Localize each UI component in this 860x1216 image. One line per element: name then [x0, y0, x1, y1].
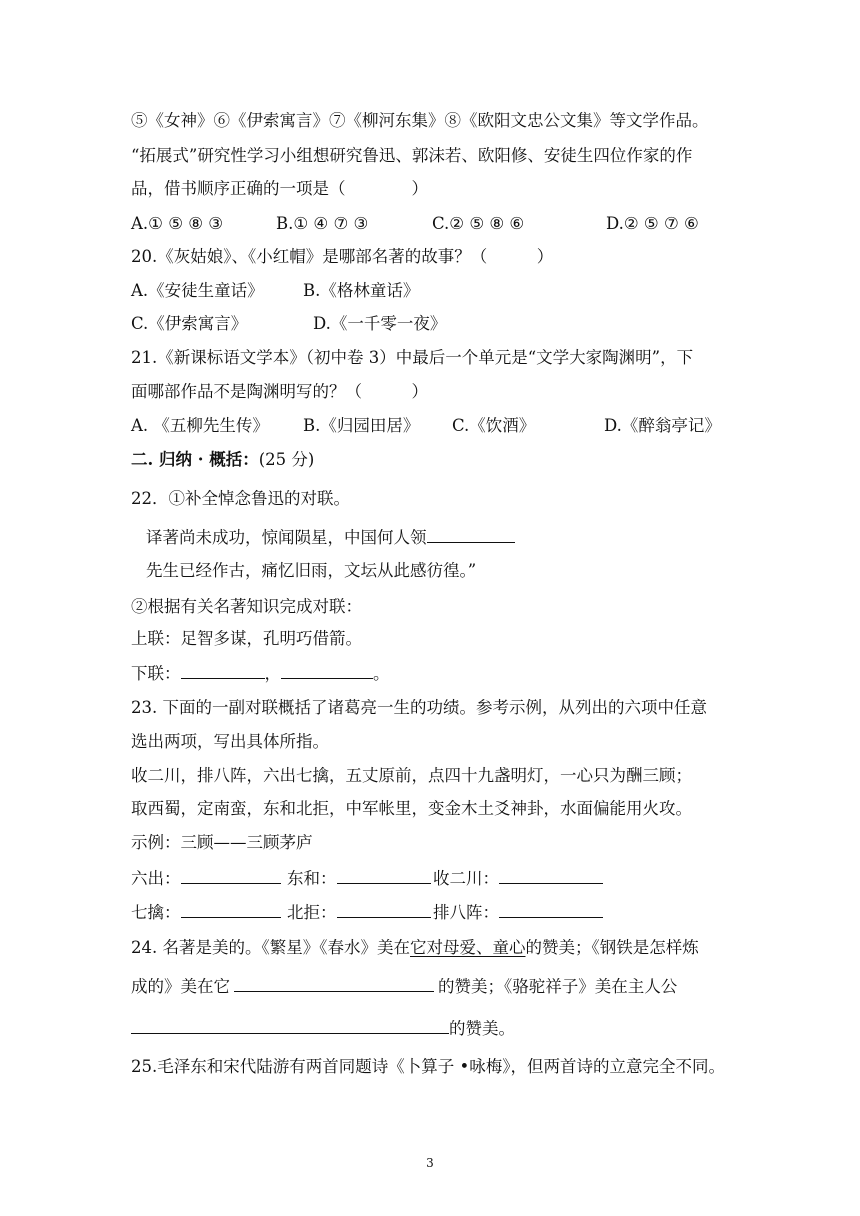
section-2-score: (25 分)	[258, 450, 315, 469]
q23-field-shouerchuan	[433, 867, 603, 890]
q19-line-stem: “拓展式”研究性学习小组想研究鲁迅、郭沫若、欧阳修、安徒生四位作家的作	[131, 146, 693, 165]
q23-field-qiqin	[131, 901, 281, 924]
q24-text-3: 的赞美。	[449, 1019, 515, 1038]
q24-text-1a: 24. 名著是美的。《繁星》《春水》美在	[131, 938, 410, 957]
q23-field-pabazhen	[433, 901, 603, 924]
q23-label-qiqin: 七擒：	[131, 903, 181, 922]
q23-stem-line2: 选出两项，写出具体所指。	[131, 732, 329, 751]
q21-option-b: B.《归园田居》	[303, 416, 420, 435]
q22-lower-blank-2[interactable]	[281, 662, 373, 679]
q23-blank-pabazhen[interactable]	[499, 901, 603, 918]
q24-line3	[131, 1017, 515, 1040]
q24-line1	[131, 937, 699, 959]
q22-lower-couplet	[131, 662, 390, 685]
q23-couplet-line1: 收二川，排八阵，六出七擒，五丈原前，点四十九盏明灯，一心只为酬三顾；	[131, 766, 692, 785]
q22-couplet-blank[interactable]	[427, 526, 515, 543]
q23-field-donghe	[287, 867, 431, 890]
q24-text-2b: 的赞美；《骆驼祥子》美在主人公	[438, 977, 678, 996]
q19-line-books: ⑤《女神》⑥《伊索寓言》⑦《柳河东集》⑧《欧阳文忠公文集》等文学作品。	[131, 111, 709, 130]
q22-couplet-text1: 译著尚未成功，惊闻陨星，中国何人领	[146, 528, 427, 547]
q19-option-c: C.② ⑤ ⑧ ⑥	[432, 214, 525, 233]
q20-option-d: D.《一千零一夜》	[313, 314, 447, 333]
q23-label-pabazhen: 排八阵：	[433, 903, 499, 922]
q22-lower-period: 。	[373, 664, 390, 683]
q23-label-donghe: 东和：	[287, 869, 337, 888]
q21-stem-line2: 面哪部作品不是陶渊明写的？（ ）	[131, 382, 428, 401]
q24-underlined-text: 它对母爱、童心	[410, 938, 526, 957]
q23-label-liuchu: 六出：	[131, 869, 181, 888]
q20-stem: 20.《灰姑娘》、《小红帽》是哪部名著的故事？（ ）	[131, 247, 554, 266]
q21-option-c: C.《饮酒》	[452, 416, 536, 435]
q23-blank-beiju[interactable]	[337, 901, 431, 918]
q22-lower-comma: ，	[264, 664, 281, 683]
q23-field-liuchu	[131, 867, 281, 890]
q20-option-b: B.《格林童话》	[303, 281, 420, 300]
q23-example: 示例：三顾——三顾茅庐	[131, 833, 313, 852]
q24-text-1b: 的赞美；《钢铁是怎样炼	[525, 938, 699, 957]
q19-option-a: A.① ⑤ ⑧ ③	[131, 214, 224, 233]
q23-blank-donghe[interactable]	[337, 867, 431, 884]
q24-blank-1[interactable]	[234, 975, 434, 992]
q22-lower-label: 下联：	[131, 664, 181, 683]
q23-field-beiju	[287, 901, 431, 924]
q19-option-b: B.① ④ ⑦ ③	[276, 214, 369, 233]
section-2-title: 二. 归纳 · 概括：	[131, 450, 259, 469]
q23-couplet-line2: 取西蜀，定南蛮，东和北拒，中军帐里，变金木土爻神卦，水面偏能用火攻。	[131, 799, 692, 818]
q19-option-d: D.② ⑤ ⑦ ⑥	[606, 214, 699, 233]
q21-stem-line1: 21.《新课标语文学本》（初中卷 3）中最后一个单元是“文学大家陶渊明”，下	[131, 348, 694, 367]
q21-option-d: D.《醉翁亭记》	[604, 416, 721, 435]
q24-blank-2[interactable]	[131, 1017, 449, 1034]
q24-line2	[131, 975, 677, 998]
page-number: 3	[426, 1156, 434, 1170]
q24-text-2a: 成的》美在它	[131, 977, 230, 996]
q23-blank-liuchu[interactable]	[181, 867, 281, 884]
q22-couplet-line1	[146, 526, 515, 549]
q22-couplet-line2: 先生已经作古，痛忆旧雨，文坛从此感彷徨。”	[146, 561, 477, 580]
q22-lower-blank-1[interactable]	[181, 662, 265, 679]
q23-label-beiju: 北拒：	[287, 903, 337, 922]
q25-line1: 25.毛泽东和宋代陆游有两首同题诗《卜算子 •咏梅》，但两首诗的立意完全不同。	[131, 1057, 725, 1076]
q19-line-question: 品，借书顺序正确的一项是（ ）	[131, 179, 428, 198]
q23-blank-qiqin[interactable]	[181, 901, 281, 918]
q23-label-shouerchuan: 收二川：	[433, 869, 499, 888]
section-2-heading	[131, 449, 314, 471]
q20-option-a: A.《安徒生童话》	[131, 281, 264, 300]
q20-option-c: C.《伊索寓言》	[131, 314, 248, 333]
q22-line1: 22．①补全悼念鲁迅的对联。	[131, 489, 350, 508]
q21-option-a: A. 《五柳先生传》	[131, 416, 269, 435]
q23-stem-line1: 23. 下面的一副对联概括了诸葛亮一生的功绩。参考示例，从列出的六项中任意	[131, 698, 707, 717]
q22-upper-couplet: 上联：足智多谋，孔明巧借箭。	[131, 629, 362, 648]
q22-line2: ②根据有关名著知识完成对联：	[131, 597, 362, 616]
q23-blank-shouerchuan[interactable]	[499, 867, 603, 884]
